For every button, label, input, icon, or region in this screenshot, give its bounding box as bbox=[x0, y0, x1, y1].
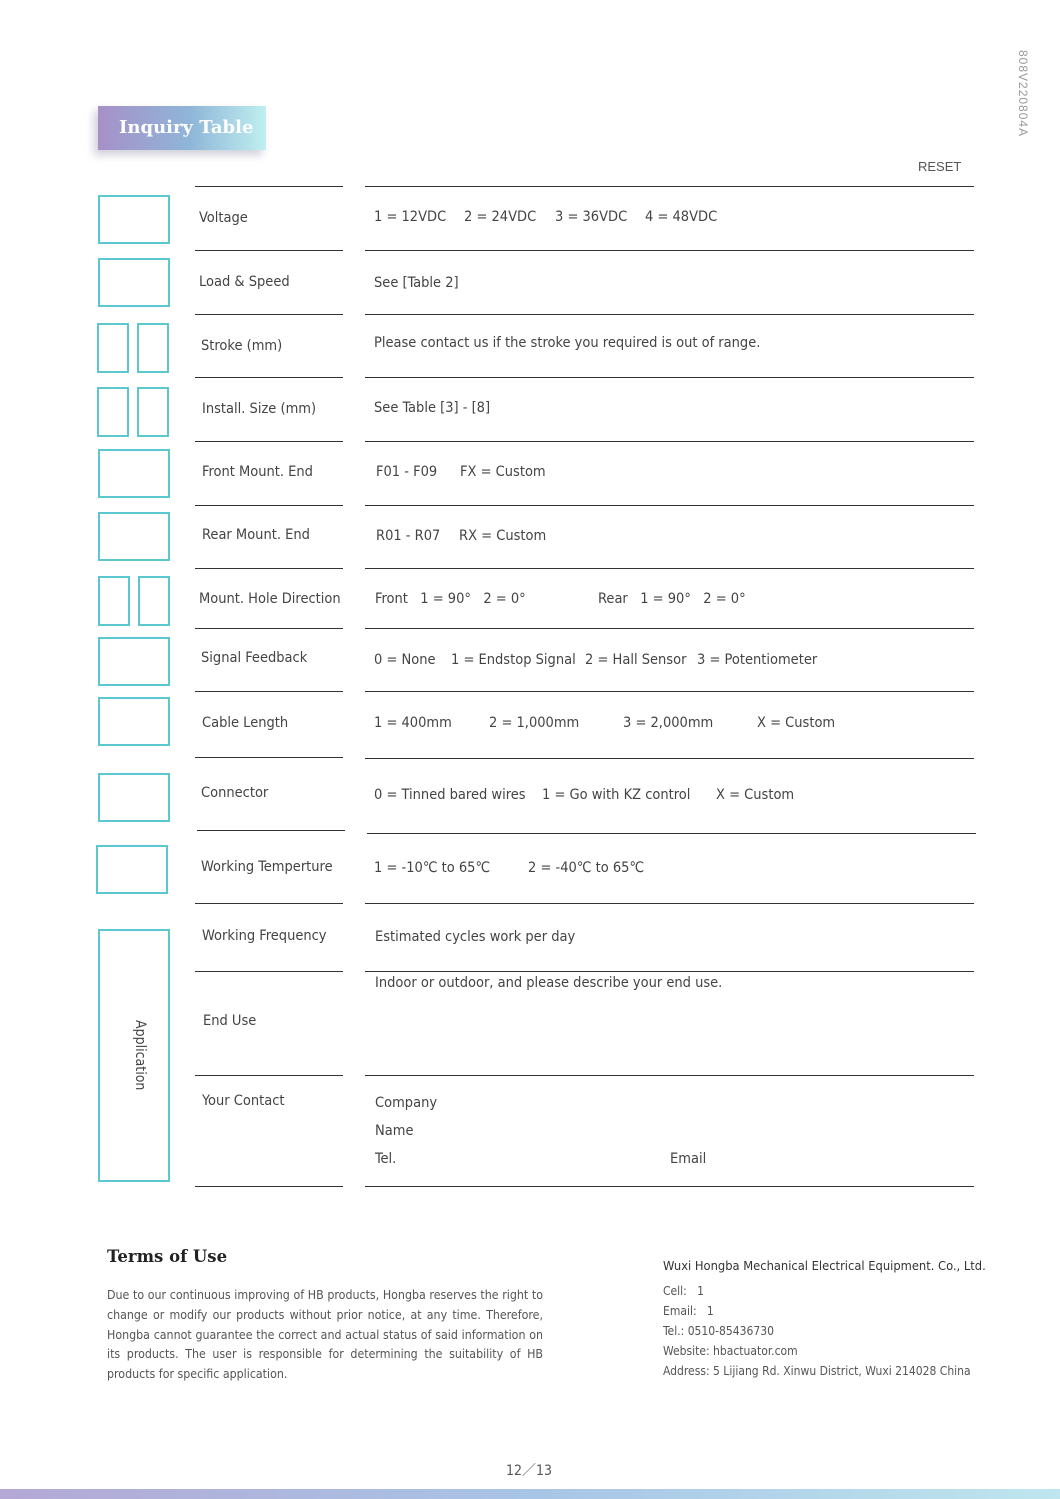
front-mount-option: F01 - F09 bbox=[376, 464, 438, 480]
temperature-option: 1 = -10℃ to 65℃ bbox=[374, 860, 491, 876]
end-use-note: Indoor or outdoor, and please describe your end use. bbox=[375, 975, 723, 991]
document-code: 808V220804A bbox=[1016, 50, 1030, 138]
company-website[interactable]: Website: hbactuator.com bbox=[663, 1344, 798, 1358]
company-address: Address: 5 Lijiang Rd. Xinwu District, Wuxi 214028 China bbox=[663, 1364, 971, 1378]
row-label-voltage: Voltage bbox=[199, 210, 248, 226]
row-label-frequency: Working Frequency bbox=[202, 928, 327, 944]
hole-direction-rear: Rear 1 = 90° 2 = 0° bbox=[598, 591, 746, 607]
company-name: Wuxi Hongba Mechanical Electrical Equipment. Co., Ltd. bbox=[663, 1259, 986, 1274]
voltage-option: 3 = 36VDC bbox=[555, 209, 628, 225]
voltage-option: 4 = 48VDC bbox=[645, 209, 718, 225]
voltage-option: 1 = 12VDC bbox=[374, 209, 447, 225]
signal-option: 1 = Endstop Signal bbox=[451, 652, 576, 668]
hole-direction-input-box-1[interactable] bbox=[98, 576, 130, 626]
signal-feedback-input-box[interactable] bbox=[98, 637, 170, 686]
cable-option: 2 = 1,000mm bbox=[489, 715, 580, 731]
row-label-load-speed: Load & Speed bbox=[199, 274, 290, 290]
hole-direction-input-box-2[interactable] bbox=[138, 576, 170, 626]
connector-input-box[interactable] bbox=[98, 773, 170, 822]
contact-email-field[interactable]: Email bbox=[670, 1151, 707, 1167]
rear-mount-option: RX = Custom bbox=[459, 528, 547, 544]
terms-title: Terms of Use bbox=[107, 1247, 228, 1266]
install-size-note: See Table [3] - [8] bbox=[374, 400, 491, 416]
stroke-input-box-2[interactable] bbox=[137, 323, 169, 373]
row-label-stroke: Stroke (mm) bbox=[201, 338, 283, 354]
row-label-hole-direction: Mount. Hole Direction bbox=[199, 591, 341, 607]
install-size-input-box-2[interactable] bbox=[137, 387, 169, 437]
temperature-input-box[interactable] bbox=[96, 845, 168, 894]
connector-option: X = Custom bbox=[716, 787, 795, 803]
row-label-install-size: Install. Size (mm) bbox=[202, 401, 317, 417]
cable-option: 3 = 2,000mm bbox=[623, 715, 714, 731]
row-label-connector: Connector bbox=[201, 785, 269, 801]
company-email: Email: 1 bbox=[663, 1304, 714, 1318]
signal-option: 0 = None bbox=[374, 652, 436, 668]
application-label: Application bbox=[132, 1020, 148, 1091]
voltage-input-box[interactable] bbox=[98, 195, 170, 244]
row-label-signal-feedback: Signal Feedback bbox=[201, 650, 308, 666]
load-speed-note: See [Table 2] bbox=[374, 275, 459, 291]
hole-direction-front: Front 1 = 90° 2 = 0° bbox=[375, 591, 526, 607]
connector-option: 1 = Go with KZ control bbox=[542, 787, 691, 803]
page-number: 12／13 bbox=[506, 1463, 553, 1479]
connector-option: 0 = Tinned bared wires bbox=[374, 787, 526, 803]
load-speed-input-box[interactable] bbox=[98, 258, 170, 307]
signal-option: 3 = Potentiometer bbox=[697, 652, 818, 668]
company-cell: Cell: 1 bbox=[663, 1284, 704, 1298]
row-label-rear-mount: Rear Mount. End bbox=[202, 527, 310, 543]
signal-option: 2 = Hall Sensor bbox=[585, 652, 687, 668]
page-title: Inquiry Table bbox=[98, 106, 266, 150]
front-mount-option: FX = Custom bbox=[460, 464, 546, 480]
terms-body: Due to our continuous improving of HB products, Hongba reserves the right to change or modify our products without prior notice, at any time. Therefore, Hongba cannot guarantee the correct and actual status of said information on its products. The user is responsible for determining the suitability of HB products for specific application. bbox=[107, 1288, 543, 1382]
contact-name-field[interactable]: Name bbox=[375, 1123, 414, 1139]
contact-company-field[interactable]: Company bbox=[375, 1095, 438, 1111]
install-size-input-box-1[interactable] bbox=[97, 387, 129, 437]
bottom-gradient-bar bbox=[0, 1489, 1060, 1499]
frequency-note: Estimated cycles work per day bbox=[375, 929, 576, 945]
temperature-option: 2 = -40℃ to 65℃ bbox=[528, 860, 645, 876]
voltage-option: 2 = 24VDC bbox=[464, 209, 537, 225]
cable-option: 1 = 400mm bbox=[374, 715, 452, 731]
stroke-note: Please contact us if the stroke you required is out of range. bbox=[374, 335, 761, 351]
cable-option: X = Custom bbox=[757, 715, 836, 731]
cable-length-input-box[interactable] bbox=[98, 697, 170, 746]
row-label-end-use: End Use bbox=[203, 1013, 257, 1029]
contact-tel-field[interactable]: Tel. bbox=[375, 1151, 397, 1167]
front-mount-input-box[interactable] bbox=[98, 449, 170, 498]
row-label-front-mount: Front Mount. End bbox=[202, 464, 313, 480]
company-tel: Tel.: 0510-85436730 bbox=[663, 1324, 774, 1338]
stroke-input-box-1[interactable] bbox=[97, 323, 129, 373]
row-label-temperature: Working Temperture bbox=[201, 859, 333, 875]
reset-button[interactable]: RESET bbox=[918, 159, 962, 174]
rear-mount-option: R01 - R07 bbox=[376, 528, 441, 544]
row-label-cable-length: Cable Length bbox=[202, 715, 289, 731]
rear-mount-input-box[interactable] bbox=[98, 512, 170, 561]
row-label-contact: Your Contact bbox=[202, 1093, 285, 1109]
